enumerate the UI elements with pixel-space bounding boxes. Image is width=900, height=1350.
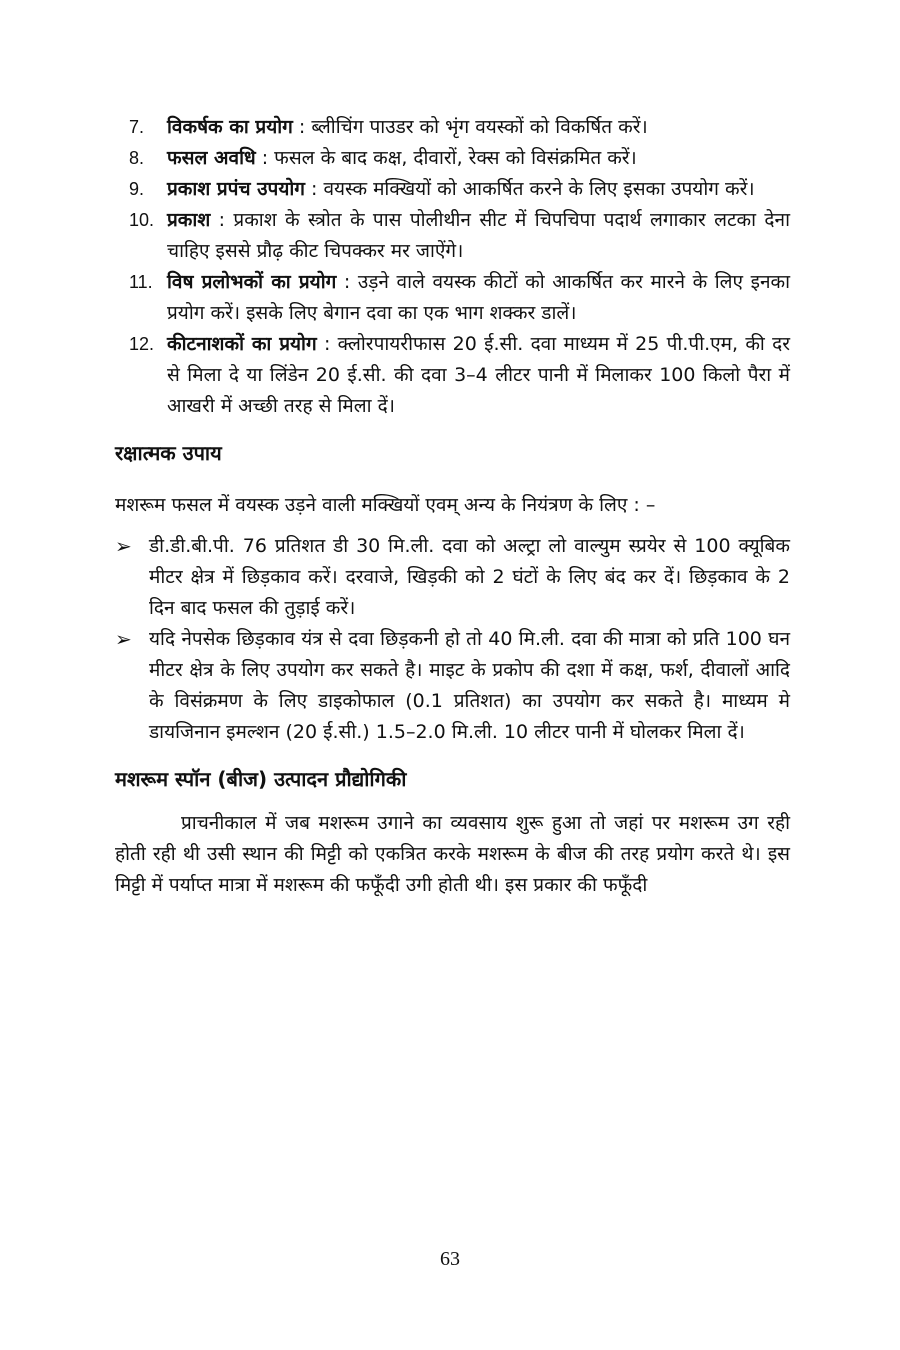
bullet-text: यदि नेपसेक छिड़काव यंत्र से दवा छिड़कनी हो तो 40 मि.ली. दवा की मात्रा को प्रति 100 घन मीटर क्षेत्र के लिए उपयोग कर सकते है। माइट के प्रकोप की दशा में कक्ष, फर्श, दीवालों आदि के विसंक्रमण के लिए डाइकोफाल (0.1 प्रतिशत) का उपयोग कर सकते है। माध्यम मे डायजिनान इमल्शन (20 ई.सी.) 1.5–2.0 मि.ली. 10 लीटर पानी में घोलकर मिला दें। [149,628,790,743]
list-item [115,205,790,267]
item-term: फसल अवधि [167,147,256,169]
list-item [115,143,790,174]
item-number: 9. [129,179,145,199]
page-content [115,112,790,901]
item-text: : ब्लीचिंग पाउडर को भृंग वयस्कों को विकर्षित करें। [292,116,648,138]
list-item [115,174,790,205]
item-term: कीटनाशकों का प्रयोग [167,333,317,355]
bullet-text: डी.डी.बी.पी. 76 प्रतिशत डी 30 मि.ली. दवा को अल्ट्रा लो वाल्युम स्प्रयेर से 100 क्यूबिक मीटर क्षेत्र में छिड़काव करें। दरवाजे, खिड़की को 2 घंटों के लिए बंद कर दें। छिड़काव के 2 दिन बाद फसल की तुड़ाई करें। [149,535,790,619]
item-number: 11. [129,272,153,292]
numbered-list [115,112,790,422]
bullet-list [115,531,790,748]
item-term: विष प्रलोभकों का प्रयोग [167,271,337,293]
arrow-bullet-icon: ➢ [115,627,132,651]
item-text: : प्रकाश के स्त्रोत के पास पोलीथीन सीट में चिपचिपा पदार्थ लगाकार लटका देना चाहिए इससे प्रौढ़ कीट चिपक्कर मर जाऐंगे। [167,209,790,262]
body-paragraph [115,808,790,901]
item-text: : वयस्क मक्खियों को आकर्षित करने के लिए इसका उपयोग करें। [304,178,755,200]
item-text: : उड़ने वाले वयस्क कीटों को आकर्षित कर मारने के लिए इनका प्रयोग करें। इसके लिए बेगान दवा का एक भाग शक्कर डालें। [167,271,791,324]
intro-paragraph: मशरूम फसल में वयस्क उड़ने वाली मक्खियों एवम् अन्य के नियंत्रण के लिए : – [115,494,656,516]
item-text: : फसल के बाद कक्ष, दीवारों, रेक्स को विसंक्रमित करें। [255,147,637,169]
item-text: : क्लोरपायरीफास 20 ई.सी. दवा माध्यम में 25 पी.पी.एम, की दर से मिला दे या लिंडेन 20 ई.सी. की दवा 3–4 लीटर पानी में मिलाकर 100 किलो पैरा में आखरी में अच्छी तरह से मिला दें। [167,333,790,417]
item-number: 12. [129,334,155,354]
bullet-item [115,624,790,748]
item-term: प्रकाश प्रपंच उपयोग [167,178,305,200]
paragraph-text: प्राचनीकाल में जब मशरूम उगाने का व्यवसाय शुरू हुआ तो जहां पर मशरूम उग रही होती रही थी उसी स्थान की मिट्टी को एकत्रित करके मशरूम के बीज की तरह प्रयोग करते थे। इस मिट्टी में पर्याप्त मात्रा में मशरूम की फफूँदी उगी होती थी। इस प्रकार की फफूँदी [115,812,790,896]
item-number: 8. [129,148,145,168]
list-item [115,267,790,329]
item-term: विकर्षक का प्रयोग [167,116,293,138]
list-item [115,329,790,422]
list-item [115,112,790,143]
section-heading: मशरूम स्पॉन (बीज) उत्पादन प्रौद्योगिकी [115,767,407,791]
item-number: 7. [129,117,145,137]
arrow-bullet-icon: ➢ [115,534,132,558]
item-term: प्रकाश [167,209,211,231]
page-number: 63 [440,1248,460,1270]
section-heading: रक्षात्मक उपाय [115,441,222,465]
bullet-item [115,531,790,624]
item-number: 10. [129,210,155,230]
